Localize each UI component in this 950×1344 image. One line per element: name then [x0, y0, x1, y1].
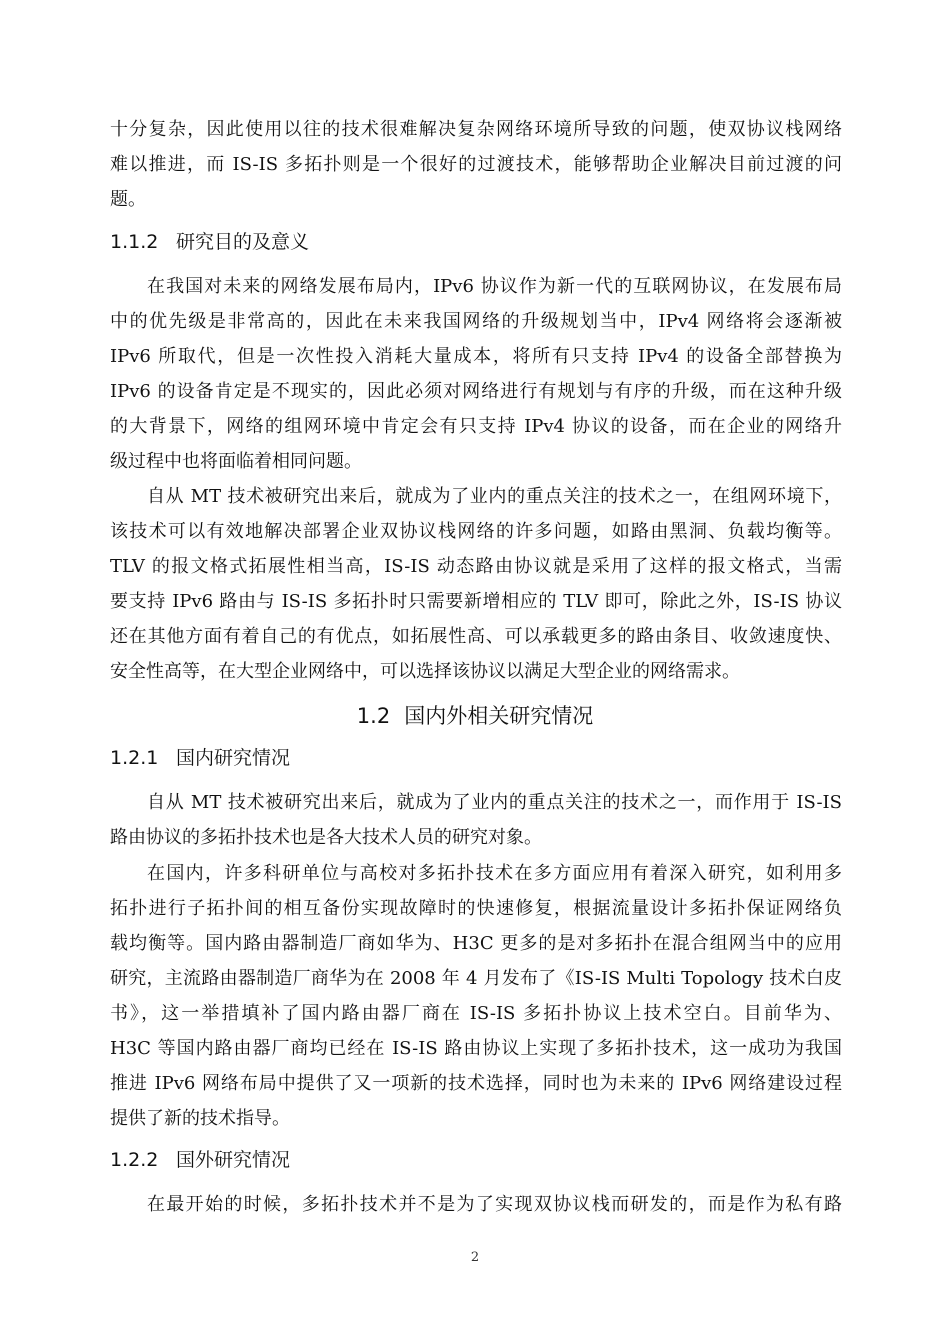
paragraph-line: 该技术可以有效地解决部署企业双协议栈网络的许多问题，如路由黑洞、负载均衡等。: [110, 521, 842, 542]
heading-title: 国外研究情况: [176, 1149, 291, 1171]
section-title: 国内外相关研究情况: [404, 704, 594, 728]
paragraph-line: 推进 IPv6 网络布局中提供了又一项新的技术选择，同时也为未来的 IPv6 网络建设过程: [110, 1073, 842, 1094]
subsection-heading: [110, 745, 290, 771]
paragraph-line: 的大背景下，网络的组网环境中肯定会有只支持 IPv4 协议的设备，而在企业的网络升: [110, 416, 842, 437]
paragraph-line: 题。: [110, 189, 146, 210]
paragraph-line: 十分复杂，因此使用以往的技术很难解决复杂网络环境所导致的问题，使双协议栈网络: [110, 119, 842, 140]
subsection-heading: [110, 229, 309, 255]
paragraph-line: 还在其他方面有着自己的有优点，如拓展性高、可以承载更多的路由条目、收敛速度快、: [110, 626, 842, 647]
page-number: 2: [470, 1250, 480, 1265]
paragraph-line: 在我国对未来的网络发展布局内，IPv6 协议作为新一代的互联网协议，在发展布局: [147, 276, 842, 297]
heading-title: 国内研究情况: [176, 747, 291, 769]
paragraph-line: 在国内，许多科研单位与高校对多拓扑技术在多方面应用有着深入研究，如利用多: [147, 863, 842, 884]
paragraph-line: 要支持 IPv6 路由与 IS-IS 多拓扑时只需要新增相应的 TLV 即可，除此之外，IS-IS 协议: [110, 591, 842, 612]
subsection-heading: [110, 1147, 290, 1173]
paragraph-line: 书》，这一举措填补了国内路由器厂商在 IS-IS 多拓扑协议上技术空白。目前华为、: [110, 1003, 842, 1024]
section-number: 1.2: [356, 704, 391, 728]
heading-number: 1.2.1: [110, 747, 159, 769]
paragraph-line: 级过程中也将面临着相同问题。: [110, 451, 362, 472]
paragraph-line: IPv6 所取代，但是一次性投入消耗大量成本，将所有只支持 IPv4 的设备全部替换为: [110, 346, 842, 367]
paragraph-line: 自从 MT 技术被研究出来后，就成为了业内的重点关注的技术之一，而作用于 IS-IS: [147, 792, 842, 813]
paragraph-line: IPv6 的设备肯定是不现实的，因此必须对网络进行有规划与有序的升级，而在这种升级: [110, 381, 842, 402]
paragraph-line: 路由协议的多拓扑技术也是各大技术人员的研究对象。: [110, 827, 542, 848]
paragraph-line: 难以推进，而 IS-IS 多拓扑则是一个很好的过渡技术，能够帮助企业解决目前过渡的问: [110, 154, 842, 175]
heading-number: 1.2.2: [110, 1149, 159, 1171]
paragraph-line: 研究，主流路由器制造厂商华为在 2008 年 4 月发布了《IS-IS Multi Topology 技术白皮: [110, 968, 842, 989]
heading-title: 研究目的及意义: [176, 231, 310, 253]
paragraph-line: 拓扑进行子拓扑间的相互备份实现故障时的快速修复，根据流量设计多拓扑保证网络负: [110, 898, 842, 919]
paragraph-line: TLV 的报文格式拓展性相当高，IS-IS 动态路由协议就是采用了这样的报文格式，当需: [110, 556, 842, 577]
paragraph-line: 提供了新的技术指导。: [110, 1108, 290, 1129]
paragraph-line: 在最开始的时候，多拓扑技术并不是为了实现双协议栈而研发的，而是作为私有路: [147, 1194, 842, 1215]
section-heading: [0, 702, 950, 730]
paragraph-line: 自从 MT 技术被研究出来后，就成为了业内的重点关注的技术之一，在组网环境下，: [147, 486, 842, 507]
paragraph-line: 安全性高等，在大型企业网络中，可以选择该协议以满足大型企业的网络需求。: [110, 661, 740, 682]
paragraph-line: 中的优先级是非常高的，因此在未来我国网络的升级规划当中，IPv4 网络将会逐渐被: [110, 311, 842, 332]
heading-number: 1.1.2: [110, 231, 159, 253]
paragraph-line: 载均衡等。国内路由器制造厂商如华为、H3C 更多的是对多拓扑在混合组网当中的应用: [110, 933, 842, 954]
paragraph-line: H3C 等国内路由器厂商均已经在 IS-IS 路由协议上实现了多拓扑技术，这一成功为我国: [110, 1038, 842, 1059]
